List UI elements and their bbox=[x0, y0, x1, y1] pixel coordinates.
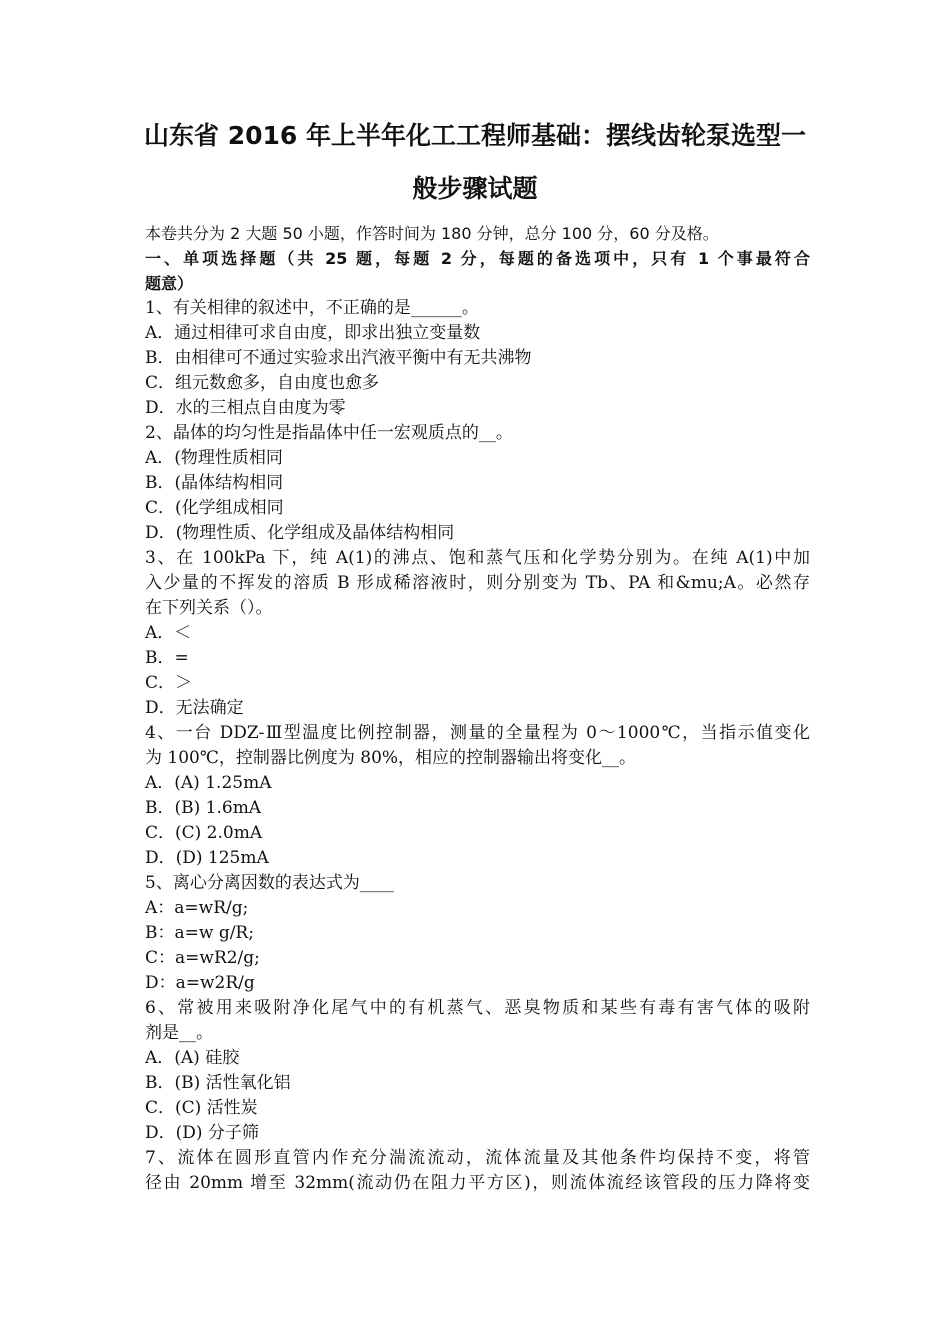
question-3-option-d: D．无法确定 bbox=[145, 698, 244, 718]
question-2-text: 2、晶体的均匀性是指晶体中任一宏观质点的__。 bbox=[145, 423, 513, 443]
question-6-option-b: B．(B) 活性氧化铝 bbox=[145, 1073, 291, 1093]
question-6-option-c: C．(C) 活性炭 bbox=[145, 1098, 258, 1118]
document-title-line-1: 山东省 2016 年上半年化工工程师基础：摆线齿轮泵选型一 bbox=[144, 121, 806, 150]
question-4-text-line-2: 为 100℃，控制器比例度为 80%，相应的控制器输出将变化__。 bbox=[145, 748, 637, 768]
section-heading-line-2: 题意） bbox=[145, 274, 194, 293]
question-3-text-line-1: 3、在 100kPa 下，纯 A(1)的沸点、饱和蒸气压和化学势分别为。在纯 A(1)中加 bbox=[145, 548, 810, 568]
question-3-option-a: A．＜ bbox=[145, 623, 192, 643]
question-5-option-d: D：a=w2R/g bbox=[145, 973, 255, 993]
question-2-option-a: A．(物理性质相同 bbox=[145, 448, 283, 468]
question-7-text-line-2: 径由 20mm 增至 32mm(流动仍在阻力平方区)，则流体流经该管段的压力降将变 bbox=[145, 1173, 810, 1193]
question-3-text-line-2: 入少量的不挥发的溶质 B 形成稀溶液时，则分别变为 Tb、PA 和&mu;A。必然存 bbox=[145, 573, 810, 593]
exam-intro: 本卷共分为 2 大题 50 小题，作答时间为 180 分钟，总分 100 分，60 分及格。 bbox=[145, 224, 719, 243]
question-4-text-line-1: 4、一台 DDZ-Ⅲ型温度比例控制器，测量的全量程为 0～1000℃，当指示值变化 bbox=[145, 723, 810, 743]
section-heading-line-1: 一、单项选择题（共 25 题，每题 2 分，每题的备选项中，只有 1 个事最符合 bbox=[145, 249, 810, 268]
question-6-text-line-1: 6、常被用来吸附净化尾气中的有机蒸气、恶臭物质和某些有毒有害气体的吸附 bbox=[145, 998, 810, 1018]
question-4-option-a: A．(A) 1.25mA bbox=[145, 773, 272, 793]
document-title-line-2: 般步骤试题 bbox=[412, 174, 538, 203]
question-1-option-b: B．由相律可不通过实验求出汽液平衡中有无共沸物 bbox=[145, 348, 532, 368]
question-4-option-b: B．(B) 1.6mA bbox=[145, 798, 262, 818]
question-2-option-d: D．(物理性质、化学组成及晶体结构相同 bbox=[145, 523, 455, 543]
question-6-text-line-2: 剂是__。 bbox=[145, 1023, 213, 1043]
question-3-text-line-3: 在下列关系（）。 bbox=[145, 598, 273, 618]
question-6-option-d: D．(D) 分子筛 bbox=[145, 1123, 259, 1143]
question-5-option-b: B：a=w g/R; bbox=[145, 923, 254, 943]
question-1-option-c: C．组元数愈多，自由度也愈多 bbox=[145, 373, 380, 393]
question-5-option-a: A：a=wR/g; bbox=[145, 898, 249, 918]
question-2-option-b: B．(晶体结构相同 bbox=[145, 473, 284, 493]
question-4-option-c: C．(C) 2.0mA bbox=[145, 823, 263, 843]
question-3-option-b: B．= bbox=[145, 648, 189, 668]
question-1-text: 1、有关相律的叙述中，不正确的是______。 bbox=[145, 298, 479, 318]
question-5-text: 5、离心分离因数的表达式为____ bbox=[145, 873, 394, 893]
question-1-option-a: A．通过相律可求自由度，即求出独立变量数 bbox=[145, 323, 481, 343]
question-1-option-d: D．水的三相点自由度为零 bbox=[145, 398, 346, 418]
question-5-option-c: C：a=wR2/g; bbox=[145, 948, 260, 968]
question-7-text-line-1: 7、流体在圆形直管内作充分湍流流动，流体流量及其他条件均保持不变，将管 bbox=[145, 1148, 810, 1168]
question-4-option-d: D．(D) 125mA bbox=[145, 848, 269, 868]
question-3-option-c: C．＞ bbox=[145, 673, 193, 693]
question-2-option-c: C．(化学组成相同 bbox=[145, 498, 284, 518]
question-6-option-a: A．(A) 硅胶 bbox=[145, 1048, 240, 1068]
